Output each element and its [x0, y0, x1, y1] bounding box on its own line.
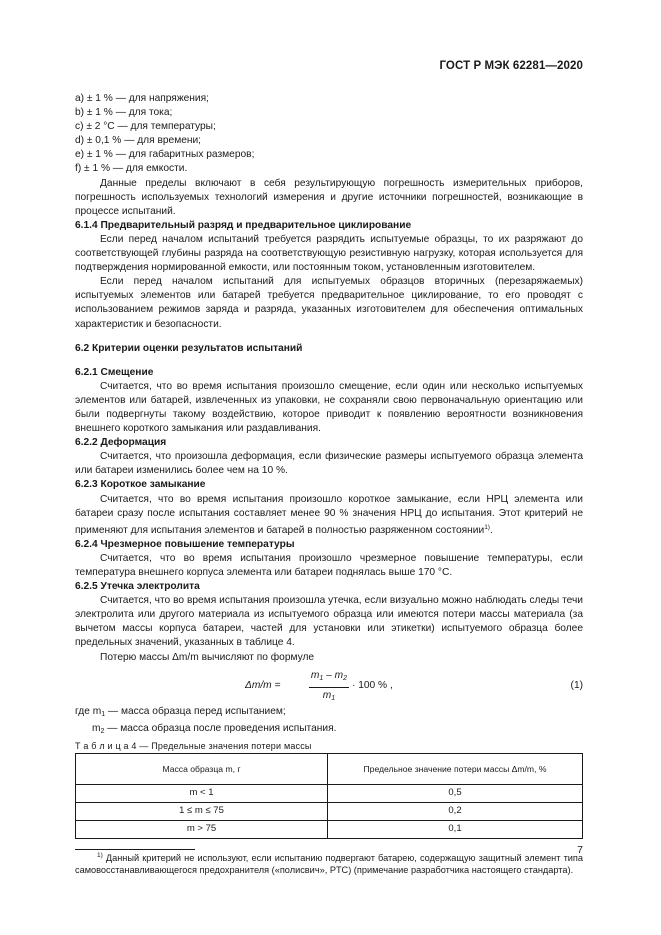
list-item: e) ± 1 % — для габаритных размеров; — [75, 149, 255, 161]
page-number: 7 — [577, 844, 583, 856]
formula-denominator: $m_1$ — [322, 689, 336, 702]
list-item: b) ± 1 % — для тока; — [75, 107, 173, 119]
mass-loss-table — [75, 753, 583, 839]
paragraph: Данные пределы включают в себя результирующую погрешность измерительных приборов, погрешность используемых технологий измерения и другие источники погрешностей, возникающие в процессе испытаний. — [75, 177, 583, 217]
table-cell-mass: m > 75 — [76, 820, 328, 838]
section-heading: 6.1.4 Предварительный разряд и предварительное циклирование — [75, 219, 412, 231]
paragraph: Если перед началом испытаний требуется разрядить испытуемые образцы, то их разряжают до соответствующей глубины разряда на соответствующую резистивную нагрузку, которая используется для подтверждения нормированной емкости, или постоянным током, установленным изготовителем. — [75, 233, 583, 274]
table-header-row — [76, 753, 583, 784]
formula-where-2: $m_2$ — масса образца после проведения испытания. — [92, 722, 337, 735]
paragraph: Считается, что во время испытания произошло смещение, если один или несколько испытуемых элементов или батарей, извлеченных из упаковки, не сохраняли свою первоначальную ориентацию или были подвергнуты такому воздействию, которое приводит к появлению вероятности возникновения внешнего короткого замыкания или раздавливания. — [75, 380, 583, 435]
formula-rest: · 100 % , — [352, 679, 393, 691]
table-row — [76, 784, 583, 802]
formula-where-1: где $m_1$ — масса образца перед испытанием; — [75, 705, 286, 718]
paragraph: Если перед началом испытаний для испытуемых образцов вторичных (перезаряжаемых) испытуемых элементов или батарей требуется предварительное циклирование, то его проводят с использованием режимов заряда и разряда, указанных изготовителем для обеспечения оптимальных характеристик и безопасности. — [75, 276, 583, 330]
table-row — [76, 802, 583, 820]
section-heading: 6.2 Критерии оценки результатов испытаний — [75, 342, 303, 354]
section-heading: 6.2.4 Чрезмерное повышение температуры — [75, 538, 295, 550]
section-heading: 6.2.5 Утечка электролита — [75, 581, 200, 593]
table-caption: Т а б л и ц а 4 — Предельные значения потери массы — [75, 740, 312, 751]
table-header-mass: Масса образца m, г — [76, 753, 328, 784]
table-row — [76, 820, 583, 838]
section-heading: 6.2.2 Деформация — [75, 437, 167, 449]
paragraph: Считается, что во время испытания произошло короткое замыкание, если НРЦ элемента или батареи сразу после испытания составляет менее 90 % значения НРЦ до испытания. Этот критерий не применяют для испытания элементов и батарей в полностью разряженном состоянии$^{1)}$. — [75, 493, 583, 536]
page-content — [75, 92, 583, 877]
formula-numerator: $m_1 - m_2$ — [309, 669, 349, 688]
section-heading: 6.2.3 Короткое замыкание — [75, 479, 206, 491]
table-cell-mass: m < 1 — [76, 784, 328, 802]
table-cell-limit: 0,1 — [328, 820, 583, 838]
paragraph: Считается, что произошла деформация, если физические размеры испытуемого образца элемента или батареи изменились более чем на 10 %. — [75, 451, 583, 477]
formula — [75, 669, 583, 705]
paragraph: Потерю массы Δm/m вычисляют по формуле — [100, 651, 315, 663]
list-item: c) ± 2 °C — для температуры; — [75, 121, 216, 133]
formula-number: (1) — [570, 679, 583, 691]
list-item: f) ± 1 % — для емкости. — [75, 163, 188, 175]
footnote-ref: 1) — [484, 523, 490, 531]
formula-lhs: Δm/m = — [245, 679, 281, 691]
table-cell-limit: 0,2 — [328, 802, 583, 820]
section-heading: 6.2.1 Смещение — [75, 366, 154, 378]
formula-fraction — [309, 669, 349, 706]
list-item: d) ± 0,1 % — для времени; — [75, 135, 202, 147]
paragraph: Считается, что во время испытания произошла утечка, если визуально можно наблюдать следы течи электролита или другого материала из испытуемого образца или имеются потери массы материала (за вычетом массы корпуса батареи, частей для установки или этикетки) испытуемого образца более предельных значений, указанных в таблице 4. — [75, 595, 583, 649]
table-cell-mass: 1 ≤ m ≤ 75 — [76, 802, 328, 820]
table-header-limit: Предельное значение потери массы Δm/m, % — [328, 753, 583, 784]
list-item: a) ± 1 % — для напряжения; — [75, 93, 209, 104]
standard-code: ГОСТ Р МЭК 62281—2020 — [439, 60, 583, 72]
table-cell-limit: 0,5 — [328, 784, 583, 802]
footnote: $^{1)}$ Данный критерий не используют, если испытанию подвергают батарею, содержащую защитный элемент типа самовосстанавливающегося предохранителя («полисвич», PTC) (примечание разработчика настоящего стандарта). — [75, 851, 583, 876]
paragraph: Считается, что во время испытания произошло чрезмерное повышение температуры, если температура внешнего корпуса элемента или батареи поднялась выше 170 °C. — [75, 552, 583, 578]
